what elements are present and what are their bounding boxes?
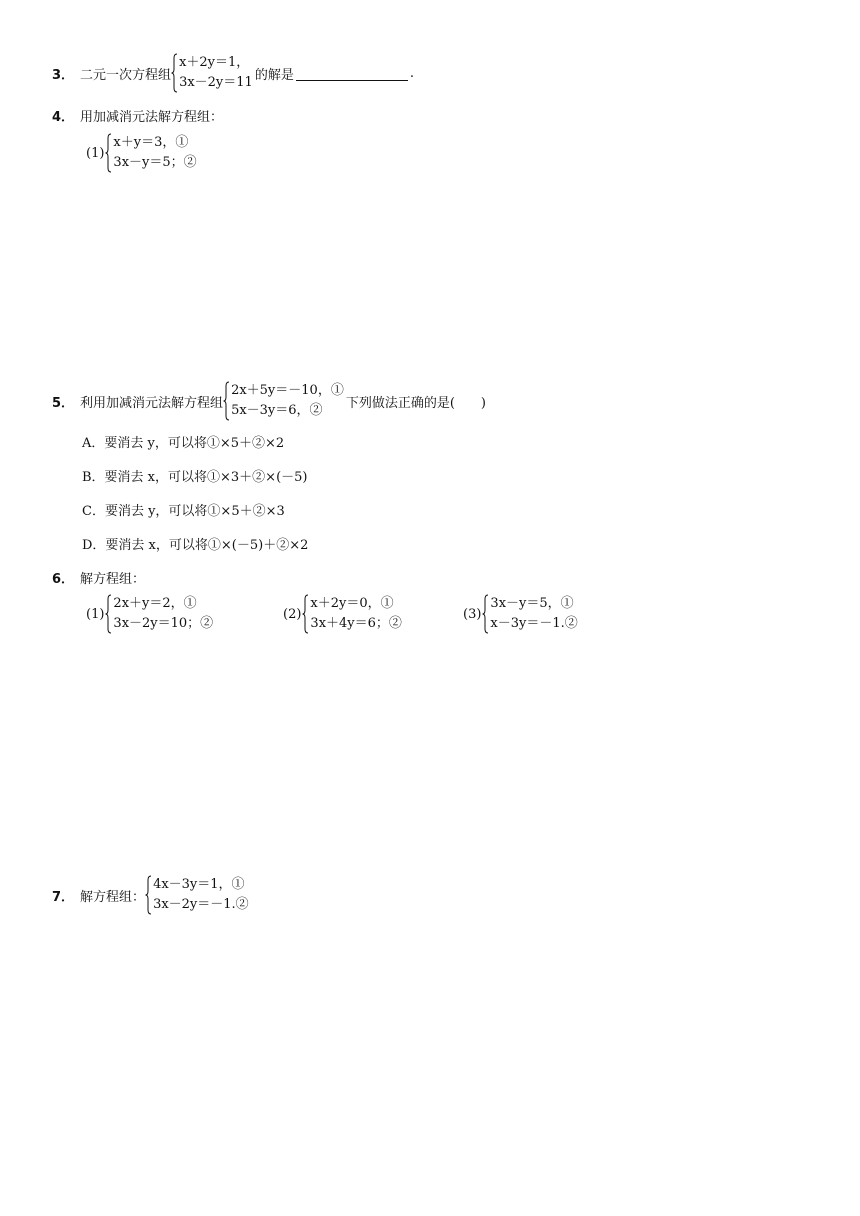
equation-system bbox=[105, 133, 196, 173]
option-c[interactable]: C．要消去 y，可以将①×5＋②×3 bbox=[82, 504, 285, 519]
question-number: 5． bbox=[52, 395, 75, 411]
question-6 bbox=[52, 568, 145, 587]
option-a[interactable]: A．要消去 y，可以将①×5＋②×2 bbox=[82, 436, 285, 451]
equation-system bbox=[171, 53, 253, 93]
equation-1: 2x＋5y＝－10，① bbox=[231, 383, 344, 398]
question-3 bbox=[52, 53, 414, 93]
equation-system bbox=[482, 594, 577, 634]
equation-2: 5x－3y＝6，② bbox=[231, 403, 323, 418]
question-prompt: 解方程组： bbox=[80, 889, 146, 905]
equation-2: 3x－2y＝－1.② bbox=[153, 897, 249, 912]
left-brace-icon bbox=[145, 875, 152, 915]
equation-1: x＋y＝3，① bbox=[113, 135, 189, 150]
question-text-after: 的解是 bbox=[254, 67, 294, 83]
option-b[interactable]: B．要消去 x，可以将①×3＋②×(－5) bbox=[82, 470, 308, 485]
sub-question-label: (2) bbox=[283, 606, 302, 622]
question-prompt: 用加减消元法解方程组： bbox=[80, 110, 224, 125]
equation-1: x＋2y＝0，① bbox=[310, 596, 394, 611]
question-prompt: 二元一次方程组 bbox=[80, 67, 172, 83]
left-brace-icon bbox=[482, 594, 489, 634]
question-number: 3． bbox=[52, 67, 75, 83]
equation-1: x＋2y＝1， bbox=[179, 55, 250, 70]
left-brace-icon bbox=[105, 133, 112, 173]
equation-2: 3x－y＝5；② bbox=[113, 155, 197, 170]
equation-1: 3x－y＝5，① bbox=[490, 596, 574, 611]
equation-2: 3x－2y＝10；② bbox=[113, 616, 214, 631]
left-brace-icon bbox=[171, 53, 178, 93]
equation-1: 2x＋y＝2，① bbox=[113, 596, 197, 611]
equation-system bbox=[105, 594, 213, 634]
question-6-part-3 bbox=[463, 594, 578, 634]
equation-2: x－3y＝－1.② bbox=[490, 616, 578, 631]
equation-1: 4x－3y＝1，① bbox=[153, 877, 245, 892]
question-prompt: 解方程组： bbox=[80, 572, 146, 587]
sub-question-label: (3) bbox=[463, 606, 482, 622]
equation-system bbox=[145, 875, 249, 915]
left-brace-icon bbox=[223, 381, 230, 421]
question-5 bbox=[52, 381, 486, 421]
question-6-part-2 bbox=[283, 594, 402, 634]
question-number: 7． bbox=[52, 889, 75, 905]
sub-question-label: (1) bbox=[86, 145, 105, 161]
equation-system bbox=[302, 594, 402, 634]
question-number: 4． bbox=[52, 110, 75, 125]
option-d[interactable]: D．要消去 x，可以将①×(－5)＋②×2 bbox=[82, 538, 309, 553]
answer-blank[interactable] bbox=[296, 66, 408, 81]
question-4 bbox=[52, 106, 223, 125]
question-7 bbox=[52, 875, 249, 915]
equation-2: 3x－2y＝11 bbox=[179, 75, 253, 90]
question-6-part-1 bbox=[86, 594, 213, 634]
sub-question-label: (1) bbox=[86, 606, 105, 622]
question-4-part-1 bbox=[86, 133, 197, 173]
left-brace-icon bbox=[302, 594, 309, 634]
equation-system bbox=[223, 381, 344, 421]
question-text-after: 下列做法正确的是( ) bbox=[345, 395, 486, 411]
left-brace-icon bbox=[105, 594, 112, 634]
equation-2: 3x＋4y＝6；② bbox=[310, 616, 402, 631]
question-prompt: 利用加减消元法解方程组 bbox=[80, 395, 224, 411]
question-number: 6． bbox=[52, 572, 75, 587]
question-end-punct: . bbox=[409, 65, 414, 81]
